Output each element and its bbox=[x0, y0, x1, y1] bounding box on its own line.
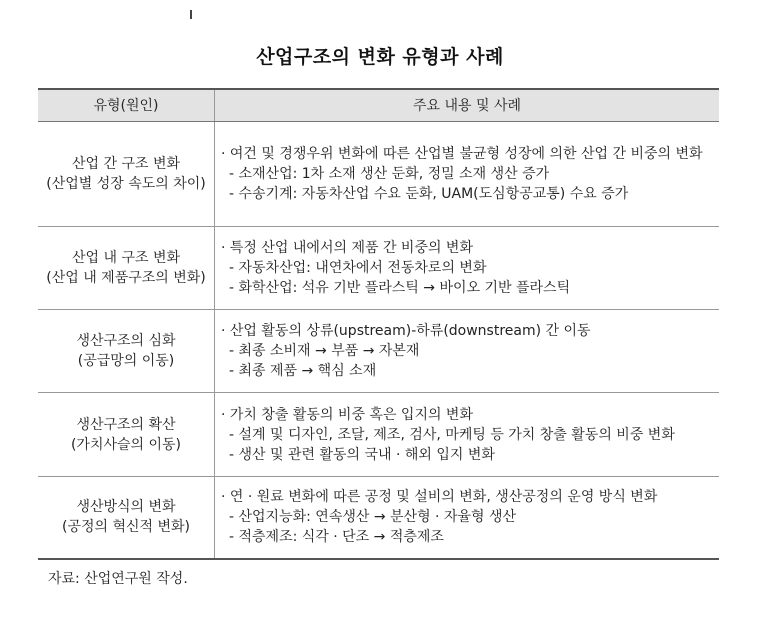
table-header-row bbox=[38, 89, 719, 122]
content-cell bbox=[215, 227, 720, 310]
type-cell bbox=[38, 393, 215, 477]
type-cell bbox=[38, 227, 215, 310]
type-cell bbox=[38, 477, 215, 559]
table-title: 산업구조의 변화 유형과 사례 bbox=[256, 46, 504, 68]
content-example: - 설계 및 디자인, 조달, 제조, 검사, 마케팅 등 가치 창출 활동의 비중 변화 bbox=[229, 426, 675, 443]
content-cell bbox=[215, 477, 720, 559]
content-example: - 적층제조: 식각 · 단조 → 적층제조 bbox=[229, 529, 444, 546]
content-example: - 산업지능화: 연속생산 → 분산형 · 자율형 생산 bbox=[229, 509, 517, 526]
content-cell bbox=[215, 393, 720, 477]
type-cell bbox=[38, 310, 215, 393]
content-example: - 수송기계: 자동차산업 수요 둔화, UAM(도심항공교통) 수요 증가 bbox=[229, 186, 629, 202]
content-example: - 화학산업: 석유 기반 플라스틱 → 바이오 기반 플라스틱 bbox=[229, 280, 571, 296]
type-cause: (공정의 혁신적 변화) bbox=[61, 519, 191, 536]
content-cell bbox=[215, 310, 720, 393]
type-label: 생산구조의 확산 bbox=[76, 416, 176, 433]
structure-change-table bbox=[38, 88, 719, 560]
source-note: 자료: 산업연구원 작성. bbox=[48, 571, 188, 587]
table-row bbox=[38, 310, 719, 393]
type-cause: (산업 내 제품구조의 변화) bbox=[46, 270, 206, 286]
content-main: · 산업 활동의 상류(upstream)-하류(downstream) 간 이동 bbox=[221, 323, 591, 339]
content-main: · 특정 산업 내에서의 제품 간 비중의 변화 bbox=[221, 240, 473, 256]
content-example: - 소재산업: 1차 소재 생산 둔화, 정밀 소재 생산 증가 bbox=[229, 166, 550, 182]
type-cause: (가치사슬의 이동) bbox=[70, 436, 182, 453]
type-label: 산업 간 구조 변화 bbox=[71, 156, 181, 172]
type-label: 생산방식의 변화 bbox=[76, 499, 176, 516]
content-example: - 최종 소비재 → 부품 → 자본재 bbox=[229, 343, 420, 359]
content-main: · 가치 창출 활동의 비중 혹은 입지의 변화 bbox=[221, 406, 473, 423]
table-row bbox=[38, 477, 719, 559]
type-cause: (산업별 성장 속도의 차이) bbox=[46, 176, 206, 192]
content-example: - 생산 및 관련 활동의 국내 · 해외 입지 변화 bbox=[229, 446, 495, 463]
content-example: - 최종 제품 → 핵심 소재 bbox=[229, 363, 377, 379]
header-content: 주요 내용 및 사례 bbox=[215, 89, 720, 122]
content-main: · 여건 및 경쟁우위 변화에 따른 산업별 불균형 성장에 의한 산업 간 비중의 변화 bbox=[221, 146, 703, 162]
header-type: 유형(원인) bbox=[38, 89, 215, 122]
content-main: · 연 · 원료 변화에 따른 공정 및 설비의 변화, 생산공정의 운영 방식 변화 bbox=[221, 489, 658, 506]
type-label: 생산구조의 심화 bbox=[76, 333, 176, 349]
cursor-mark bbox=[190, 10, 192, 19]
table-row bbox=[38, 393, 719, 477]
type-cell bbox=[38, 122, 215, 227]
content-example: - 자동차산업: 내연차에서 전동차로의 변화 bbox=[229, 260, 487, 276]
table-row bbox=[38, 122, 719, 227]
table-row bbox=[38, 227, 719, 310]
content-cell bbox=[215, 122, 720, 227]
type-label: 산업 내 구조 변화 bbox=[71, 250, 181, 266]
type-cause: (공급망의 이동) bbox=[77, 353, 175, 369]
